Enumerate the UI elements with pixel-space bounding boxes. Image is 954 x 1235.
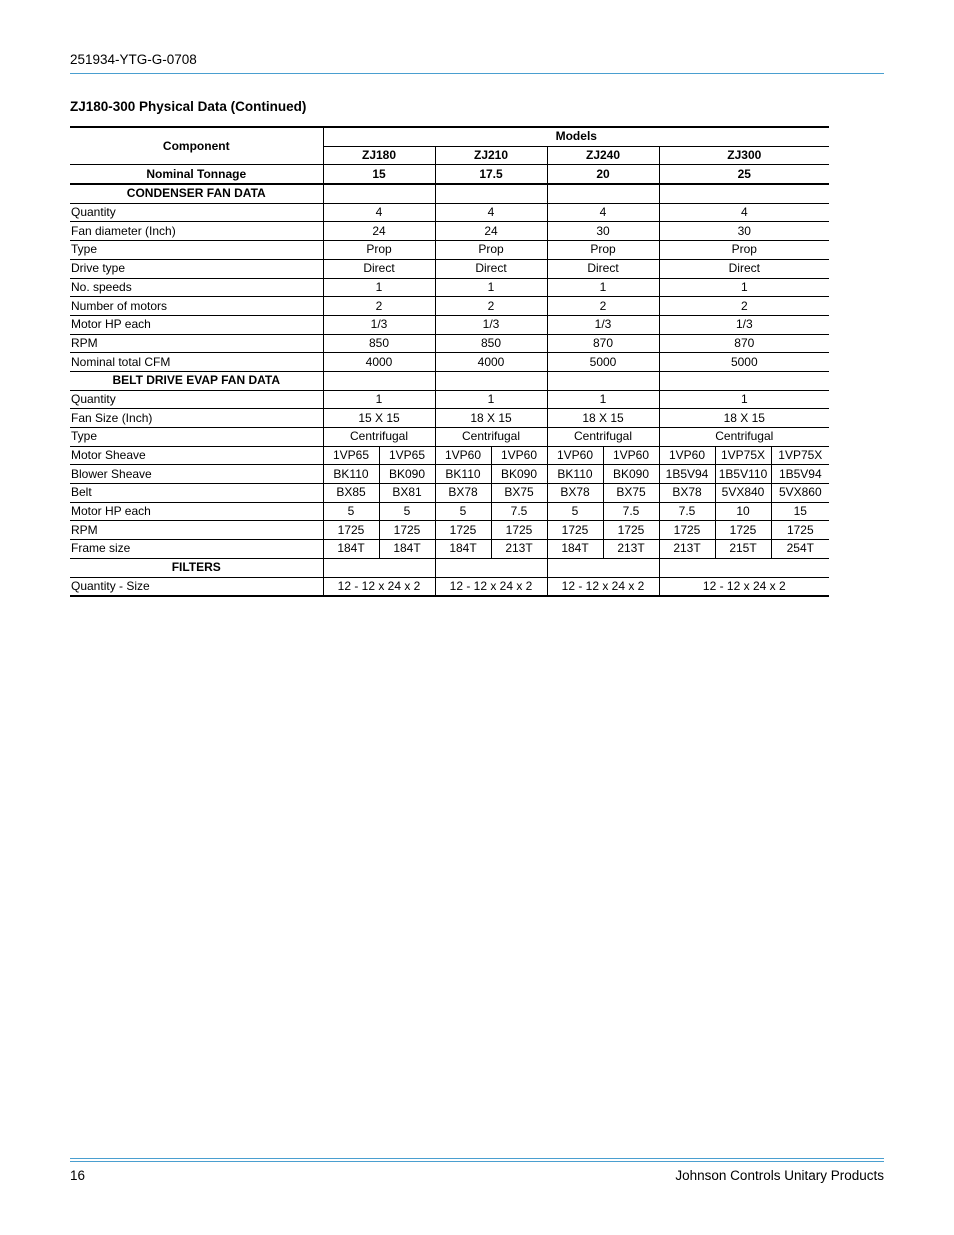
section-header: FILTERS	[70, 558, 323, 577]
table-cell: 1VP60	[659, 446, 715, 465]
row-label: Type	[70, 428, 323, 447]
row-label: Motor HP each	[70, 502, 323, 521]
table-row	[70, 521, 829, 540]
company-name: Johnson Controls Unitary Products	[675, 1168, 884, 1183]
table-cell: 5	[323, 502, 379, 521]
table-cell: 1B5V110	[715, 465, 771, 484]
tonnage-value: 20	[547, 165, 659, 184]
physical-data-table	[70, 126, 829, 597]
table-cell: Centrifugal	[547, 428, 659, 447]
row-label: Blower Sheave	[70, 465, 323, 484]
table-row	[70, 577, 829, 596]
section-header-row	[70, 184, 829, 203]
table-cell: BX78	[547, 484, 603, 503]
table-cell: 4000	[323, 353, 435, 372]
model-name: ZJ300	[659, 146, 829, 165]
table-cell: Centrifugal	[323, 428, 435, 447]
table-cell: 1	[547, 278, 659, 297]
table-row	[70, 278, 829, 297]
table-row	[70, 540, 829, 559]
table-cell: 1/3	[547, 315, 659, 334]
empty-cell	[659, 558, 829, 577]
section-header: BELT DRIVE EVAP FAN DATA	[70, 371, 323, 390]
empty-cell	[659, 184, 829, 203]
table-cell: 15	[771, 502, 829, 521]
table-row	[70, 222, 829, 241]
table-cell: 184T	[435, 540, 491, 559]
model-name: ZJ240	[547, 146, 659, 165]
empty-cell	[547, 184, 659, 203]
table-row	[70, 484, 829, 503]
row-label: Fan Size (Inch)	[70, 409, 323, 428]
table-row	[70, 428, 829, 447]
table-cell: 184T	[547, 540, 603, 559]
tonnage-value: 15	[323, 165, 435, 184]
table-cell: 7.5	[603, 502, 659, 521]
table-cell: 1	[435, 390, 547, 409]
table-cell: BK110	[323, 465, 379, 484]
row-label: No. speeds	[70, 278, 323, 297]
table-cell: 215T	[715, 540, 771, 559]
table-cell: 12 - 12 x 24 x 2	[323, 577, 435, 596]
table-cell: Prop	[435, 241, 547, 260]
table-cell: 7.5	[659, 502, 715, 521]
table-cell: BX81	[379, 484, 435, 503]
table-row	[70, 446, 829, 465]
row-label: Motor Sheave	[70, 446, 323, 465]
row-label: Fan diameter (Inch)	[70, 222, 323, 241]
table-cell: BX78	[435, 484, 491, 503]
table-cell: BX75	[491, 484, 547, 503]
table-cell: 1	[547, 390, 659, 409]
tonnage-value: 25	[659, 165, 829, 184]
table-row	[70, 465, 829, 484]
table-cell: 184T	[323, 540, 379, 559]
row-label: Drive type	[70, 259, 323, 278]
component-header: Component	[70, 127, 323, 165]
table-cell: 1725	[715, 521, 771, 540]
document-id: 251934-YTG-G-0708	[70, 52, 197, 67]
table-cell: Prop	[323, 241, 435, 260]
table-cell: 213T	[603, 540, 659, 559]
empty-cell	[435, 184, 547, 203]
table-cell: Centrifugal	[659, 428, 829, 447]
row-label: Type	[70, 241, 323, 260]
table-cell: 5	[547, 502, 603, 521]
table-cell: 1725	[323, 521, 379, 540]
table-cell: 1	[659, 390, 829, 409]
table-cell: 5000	[547, 353, 659, 372]
table-cell: 1VP60	[435, 446, 491, 465]
table-cell: 1VP60	[603, 446, 659, 465]
table-row	[70, 334, 829, 353]
tonnage-value: 17.5	[435, 165, 547, 184]
table-cell: 30	[547, 222, 659, 241]
table-cell: 24	[435, 222, 547, 241]
table-cell: 12 - 12 x 24 x 2	[659, 577, 829, 596]
table-cell: 1725	[771, 521, 829, 540]
table-cell: BK090	[603, 465, 659, 484]
table-cell: 1VP65	[323, 446, 379, 465]
section-title: ZJ180-300 Physical Data (Continued)	[70, 99, 307, 114]
table-row	[70, 297, 829, 316]
table-cell: 2	[435, 297, 547, 316]
table-cell: 850	[435, 334, 547, 353]
table-cell: 1B5V94	[659, 465, 715, 484]
row-label: Quantity	[70, 203, 323, 222]
table-cell: 30	[659, 222, 829, 241]
table-cell: 1VP60	[491, 446, 547, 465]
row-label: Quantity	[70, 390, 323, 409]
table-cell: BK110	[435, 465, 491, 484]
table-cell: Direct	[435, 259, 547, 278]
table-cell: 5VX860	[771, 484, 829, 503]
table-cell: 10	[715, 502, 771, 521]
table-cell: 213T	[659, 540, 715, 559]
table-cell: 4	[435, 203, 547, 222]
row-label: Frame size	[70, 540, 323, 559]
row-label: Quantity - Size	[70, 577, 323, 596]
footer-rule	[70, 1161, 884, 1162]
table-cell: 870	[547, 334, 659, 353]
table-cell: 12 - 12 x 24 x 2	[547, 577, 659, 596]
empty-cell	[323, 371, 435, 390]
table-row	[70, 241, 829, 260]
table-cell: 1725	[547, 521, 603, 540]
row-label: Nominal total CFM	[70, 353, 323, 372]
table-cell: 4	[323, 203, 435, 222]
table-cell: 18 X 15	[435, 409, 547, 428]
table-cell: 213T	[491, 540, 547, 559]
table-cell: 15 X 15	[323, 409, 435, 428]
table-cell: Centrifugal	[435, 428, 547, 447]
table-cell: 1VP75X	[715, 446, 771, 465]
model-name: ZJ210	[435, 146, 547, 165]
section-header-row	[70, 558, 829, 577]
table-cell: 2	[659, 297, 829, 316]
table-cell: BX85	[323, 484, 379, 503]
table-row	[70, 353, 829, 372]
table-cell: Prop	[659, 241, 829, 260]
table-cell: BX75	[603, 484, 659, 503]
footer-rule	[70, 1158, 884, 1159]
row-label: Number of motors	[70, 297, 323, 316]
table-cell: 5	[379, 502, 435, 521]
table-cell: 4	[659, 203, 829, 222]
model-name: ZJ180	[323, 146, 435, 165]
table-cell: 2	[323, 297, 435, 316]
empty-cell	[435, 371, 547, 390]
table-cell: 1	[659, 278, 829, 297]
table-cell: 1725	[435, 521, 491, 540]
empty-cell	[547, 558, 659, 577]
empty-cell	[435, 558, 547, 577]
table-cell: 1VP60	[547, 446, 603, 465]
table-cell: 5000	[659, 353, 829, 372]
table-cell: Direct	[323, 259, 435, 278]
section-header: CONDENSER FAN DATA	[70, 184, 323, 203]
table-cell: BX78	[659, 484, 715, 503]
row-label: RPM	[70, 521, 323, 540]
table-cell: 1	[323, 278, 435, 297]
table-cell: 1725	[379, 521, 435, 540]
table-row	[70, 409, 829, 428]
table-cell: 1725	[603, 521, 659, 540]
table-row	[70, 203, 829, 222]
empty-cell	[323, 184, 435, 203]
table-row	[70, 390, 829, 409]
table-cell: 7.5	[491, 502, 547, 521]
nominal-tonnage-row	[70, 165, 829, 184]
table-cell: 870	[659, 334, 829, 353]
table-cell: 5	[435, 502, 491, 521]
table-cell: 1725	[659, 521, 715, 540]
table-cell: 1/3	[659, 315, 829, 334]
header-rule	[70, 73, 884, 74]
table-header-row	[70, 127, 829, 146]
empty-cell	[659, 371, 829, 390]
table-cell: 18 X 15	[659, 409, 829, 428]
table-cell: 12 - 12 x 24 x 2	[435, 577, 547, 596]
table-cell: 4	[547, 203, 659, 222]
table-cell: 850	[323, 334, 435, 353]
table-row	[70, 259, 829, 278]
nominal-tonnage-label: Nominal Tonnage	[70, 165, 323, 184]
row-label: Motor HP each	[70, 315, 323, 334]
table-cell: 4000	[435, 353, 547, 372]
table-row	[70, 315, 829, 334]
empty-cell	[323, 558, 435, 577]
empty-cell	[547, 371, 659, 390]
table-cell: BK090	[491, 465, 547, 484]
table-cell: 254T	[771, 540, 829, 559]
table-cell: BK090	[379, 465, 435, 484]
row-label: Belt	[70, 484, 323, 503]
table-cell: 184T	[379, 540, 435, 559]
table-cell: 5VX840	[715, 484, 771, 503]
section-header-row	[70, 371, 829, 390]
table-cell: Prop	[547, 241, 659, 260]
table-cell: 1725	[491, 521, 547, 540]
table-cell: Direct	[659, 259, 829, 278]
table-cell: 1VP65	[379, 446, 435, 465]
table-cell: 2	[547, 297, 659, 316]
table-cell: 24	[323, 222, 435, 241]
table-cell: Direct	[547, 259, 659, 278]
table-cell: 1VP75X	[771, 446, 829, 465]
table-cell: 18 X 15	[547, 409, 659, 428]
table-cell: 1B5V94	[771, 465, 829, 484]
page-number: 16	[70, 1168, 86, 1183]
models-header: Models	[323, 127, 829, 146]
table-cell: 1/3	[323, 315, 435, 334]
table-cell: 1	[323, 390, 435, 409]
table-cell: BK110	[547, 465, 603, 484]
table-row	[70, 502, 829, 521]
table-cell: 1/3	[435, 315, 547, 334]
table-cell: 1	[435, 278, 547, 297]
row-label: RPM	[70, 334, 323, 353]
